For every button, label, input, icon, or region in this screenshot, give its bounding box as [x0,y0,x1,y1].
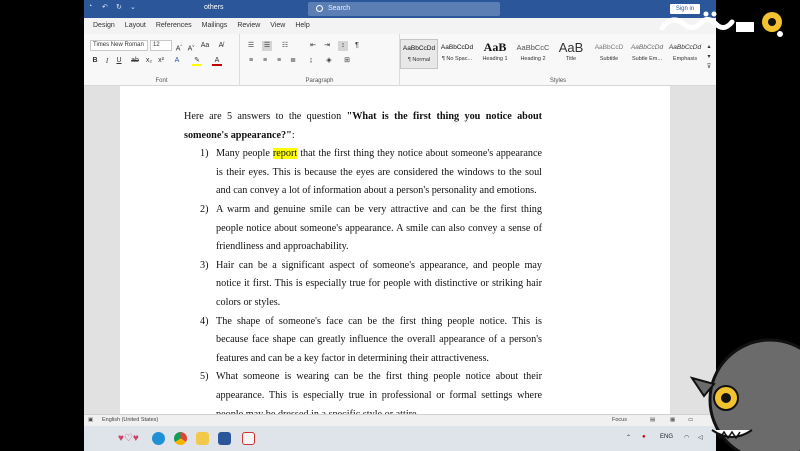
align-center-icon[interactable]: ≡ [262,57,268,64]
style-sample: AaBbCcD [594,44,624,51]
grow-font-icon[interactable]: A^ [175,43,183,53]
document-canvas [84,86,716,414]
volume-icon[interactable]: ◁ [698,435,703,441]
answer-text: Hair can be a significant aspect of someone's appearance, and people may notice it first. This is especially true for people with distinctive or striking hair colors or styles. [216,259,542,308]
style-sample: AaBbCcDd [440,44,474,51]
wifi-icon[interactable]: ◠ [684,435,690,441]
list-item [184,313,542,369]
increase-indent-icon[interactable]: ⇥ [324,42,330,49]
answer-list [184,145,542,424]
styles-scroll-up-icon[interactable]: ▴ [707,44,711,50]
tab-references[interactable]: References [155,22,192,29]
strikethrough-icon[interactable]: ab [131,57,139,64]
chrome-icon[interactable] [174,432,187,445]
change-case-icon[interactable]: Aa [200,42,210,49]
styles-group-label: Styles [549,78,567,84]
multilevel-list-icon[interactable]: ☷ [281,42,289,49]
style-sample: AaB [558,40,584,55]
bullets-icon[interactable]: ☰ [247,42,255,49]
channel-logo [656,8,796,40]
style-name: Title [565,56,577,62]
intro-paragraph [184,108,542,145]
language-status[interactable]: English (United States) [102,417,159,423]
clear-formatting-icon[interactable]: A̸ [218,42,224,49]
underline-icon[interactable]: U [116,57,122,64]
list-item [184,257,542,313]
answer-text-before: Many people [216,148,273,160]
document-title: others [204,4,224,11]
language-indicator[interactable]: ENG [660,434,674,440]
shading-icon[interactable]: ◈ [326,57,332,64]
undo-icon[interactable]: ↶ [102,4,108,11]
style-sample: AaBbCcDd [402,45,436,52]
styles-more-icon[interactable]: ⊽ [706,64,712,70]
tab-review[interactable]: Review [237,22,261,29]
word-app-icon[interactable] [218,432,231,445]
answer-text-after: that the first thing they notice about someone's appearance is their eyes. This is because the eyes are considered the windows to the soul and can convey a lot of information about a person's personality and emotions. [216,148,542,197]
mascot-character [686,338,800,451]
tray-expand-icon[interactable]: ⌃ [626,435,632,441]
style-sample: AaB [483,40,507,54]
list-number: 5) [200,371,209,383]
style-name: Subtle Em... [632,56,662,62]
style-heading-2[interactable] [514,39,552,69]
style-name: Heading 1 [482,56,508,62]
style-name: Emphasis [672,56,698,62]
show-marks-icon[interactable]: ¶ [355,42,359,49]
borders-icon[interactable]: ⊞ [344,57,350,64]
font-name-select[interactable]: Times New Roman [90,40,148,51]
styles-group [400,34,716,86]
document-body[interactable] [184,108,542,424]
taskbar [84,426,716,451]
shrink-font-icon[interactable]: $A^v$ [187,43,195,53]
style-sample: AaBbCcC [516,43,550,52]
quick-access-toolbar [88,3,138,11]
font-size-select[interactable]: 12 [150,40,172,51]
style-no-spacing[interactable] [438,39,476,69]
file-explorer-icon[interactable] [196,432,209,445]
style-emphasis[interactable] [666,39,704,69]
widget-icon[interactable]: ♥♡♥ [118,433,139,444]
autosave-icon[interactable]: ◔ [88,3,93,10]
answer-text: What someone is wearing can be the first thing people notice about their appearance. This is especially true in professional or formal settings where [216,371,542,401]
tab-help[interactable]: Help [295,22,310,29]
tab-layout[interactable]: Layout [124,22,146,29]
style-sample: AaBbCcDd [630,44,664,51]
list-number: 2) [200,203,209,215]
intro-end: : [291,129,295,141]
word-window [84,0,716,451]
microphone-icon[interactable]: ● [642,434,646,440]
search-icon [316,5,323,12]
search-box[interactable] [308,2,500,16]
style-sample: AaBbCcDd [668,44,702,51]
style-name: ¶ No Spac... [441,56,473,62]
document-page[interactable] [120,86,670,414]
list-number: 1) [200,148,209,160]
tab-design[interactable]: Design [93,22,115,29]
intro-text: Here are 5 answers to the question [184,111,347,122]
font-group-label: Font [155,78,168,84]
align-right-icon[interactable]: ≡ [276,57,282,64]
italic-icon[interactable]: I [105,57,109,65]
style-name: Heading 2 [520,56,546,62]
numbering-icon[interactable]: ☰ [263,42,271,49]
title-bar [84,0,716,18]
redo-icon[interactable]: ↻ [116,4,122,11]
answer-text: A warm and genuine smile can be very attractive and can be the first thing people notice about someone's appearance. A smile can also convey a sense of friendliness and approachability. [216,203,542,253]
answer-text: The shape of someone's face can be the first thing people notice. This is because face shape can greatly influence the overall appearance of a person's features and can be a key factor in determining their attractiveness. [216,315,542,364]
style-title[interactable] [552,39,590,69]
superscript-icon[interactable]: x² [158,57,164,64]
line-spacing-icon[interactable]: ↨ [309,57,313,64]
style-heading-1[interactable] [476,39,514,69]
style-name: ¶ Normal [407,57,431,63]
tab-mailings[interactable]: Mailings [201,22,228,29]
ribbon-tabs [84,18,716,34]
focus-mode-button[interactable]: Focus [612,417,627,423]
style-subtle-emphasis[interactable] [628,39,666,69]
read-mode-icon[interactable]: ▤ [650,417,656,423]
search-placeholder: Search [328,5,351,12]
sort-icon[interactable]: ↕ [338,41,348,51]
decrease-indent-icon[interactable]: ⇤ [310,42,316,49]
list-number: 4) [200,315,209,327]
style-name: Subtitle [599,56,619,62]
web-layout-icon[interactable]: ▭ [688,417,694,423]
question-text: "What is the first thing you notice about someone's appearance?" [184,111,542,141]
text-effects-icon[interactable]: A [174,57,180,64]
tab-view[interactable]: View [270,22,286,29]
customize-icon[interactable]: ⌄ [130,4,136,11]
highlight-icon[interactable]: ✎ [192,56,202,66]
font-group [84,34,240,86]
list-number: 3) [200,259,209,271]
style-subtitle[interactable] [590,39,628,69]
justify-icon[interactable]: ≣ [290,57,296,64]
paragraph-group-label: Paragraph [305,78,334,84]
subscript-icon[interactable]: x₂ [145,57,153,64]
font-color-icon[interactable]: A [212,56,222,66]
paragraph-group [240,34,400,86]
edge-browser-icon[interactable] [152,432,165,445]
sign-in-button[interactable]: Sign in [670,4,700,14]
bold-icon[interactable]: B [92,57,98,64]
align-left-icon[interactable]: ≡ [248,57,254,64]
print-layout-icon[interactable]: ▦ [670,417,676,423]
list-item [184,201,542,257]
styles-scroll-down-icon[interactable]: ▾ [707,54,711,60]
proofing-icon[interactable]: ▣ [88,417,94,423]
ribbon [84,34,716,86]
highlighted-word: report [272,148,298,160]
app-icon[interactable] [242,432,255,445]
style-normal[interactable] [400,39,438,69]
list-item [184,145,542,201]
status-bar [84,414,716,426]
